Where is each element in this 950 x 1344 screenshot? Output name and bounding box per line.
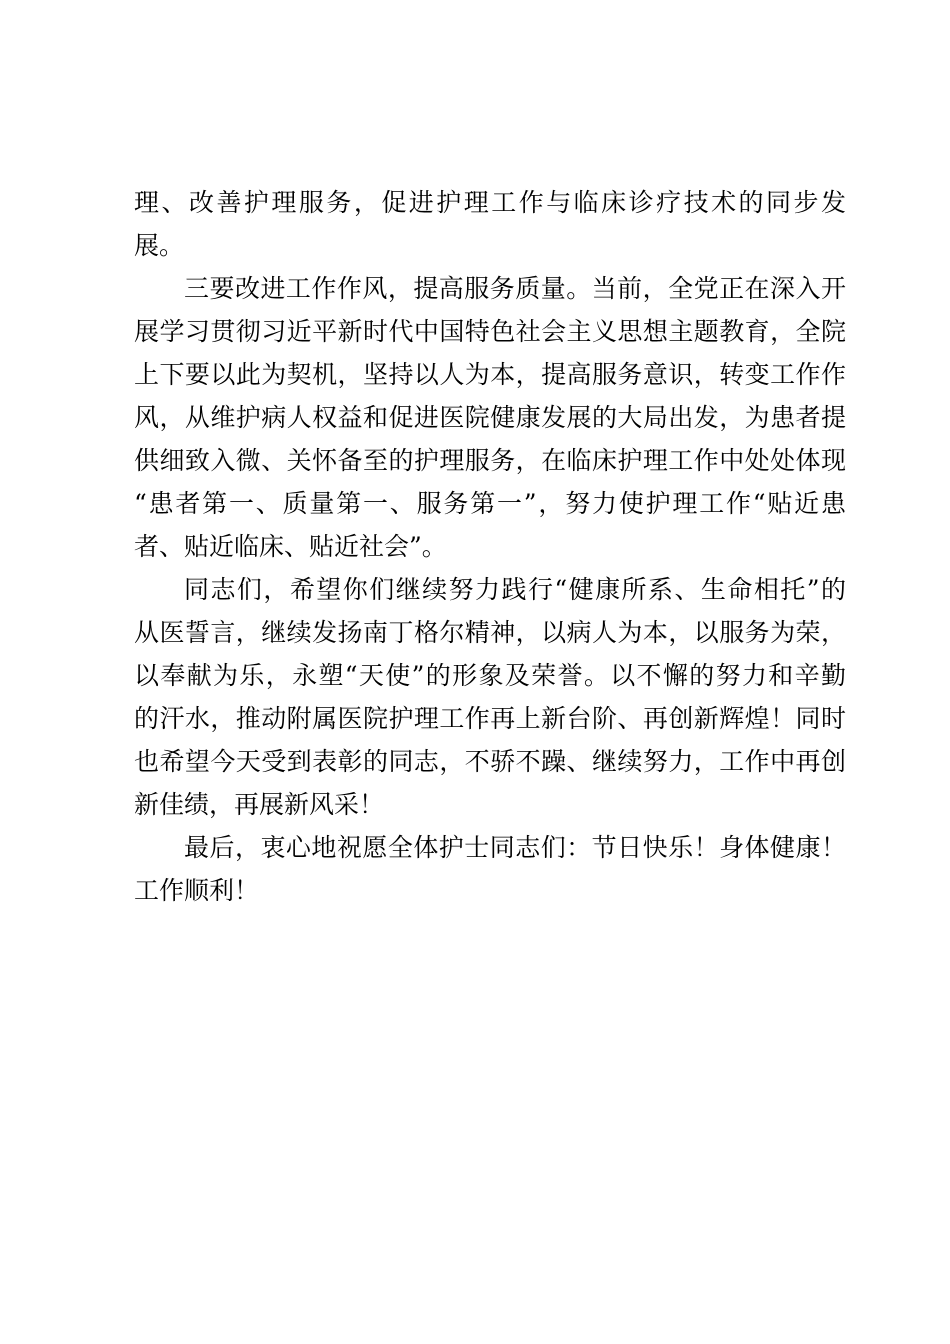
text-line: 的汗水，推动附属医院护理工作再上新台阶、再创新辉煌！同时 <box>134 704 846 733</box>
text-line: 同志们，希望你们继续努力践行“健康所系、生命相托”的 <box>184 575 846 604</box>
text-line: 工作顺利！ <box>134 876 260 905</box>
text-line: “患者第一、质量第一、服务第一”，努力使护理工作“贴近患 <box>134 489 846 518</box>
text-line: 最后，衷心地祝愿全体护士同志们：节日快乐！身体健康！ <box>184 833 846 862</box>
text-line: 以奉献为乐，永塑“天使”的形象及荣誉。以不懈的努力和辛勤 <box>134 661 846 690</box>
text-line: 上下要以此为契机，坚持以人为本，提高服务意识，转变工作作 <box>134 360 846 389</box>
text-line: 供细致入微、关怀备至的护理服务，在临床护理工作中处处体现 <box>134 446 846 475</box>
text-line: 者、贴近临床、贴近社会”。 <box>134 532 447 561</box>
paragraph-3 <box>134 568 846 826</box>
text-line: 三要改进工作作风，提高服务质量。当前，全党正在深入开 <box>184 274 846 303</box>
text-line: 新佳绩，再展新风采！ <box>134 790 385 819</box>
paragraph-4 <box>134 826 846 912</box>
text-line: 也希望今天受到表彰的同志，不骄不躁、继续努力，工作中再创 <box>134 747 846 776</box>
text-line: 从医誓言，继续发扬南丁格尔精神，以病人为本，以服务为荣， <box>134 618 846 647</box>
paragraph-2 <box>134 267 846 568</box>
text-line: 风，从维护病人权益和促进医院健康发展的大局出发，为患者提 <box>134 403 846 432</box>
document-body <box>134 181 846 912</box>
text-line: 理、改善护理服务，促进护理工作与临床诊疗技术的同步发 <box>134 188 846 217</box>
paragraph-1 <box>134 181 846 267</box>
text-line: 展学习贯彻习近平新时代中国特色社会主义思想主题教育，全院 <box>134 317 846 346</box>
text-line: 展。 <box>134 231 185 260</box>
